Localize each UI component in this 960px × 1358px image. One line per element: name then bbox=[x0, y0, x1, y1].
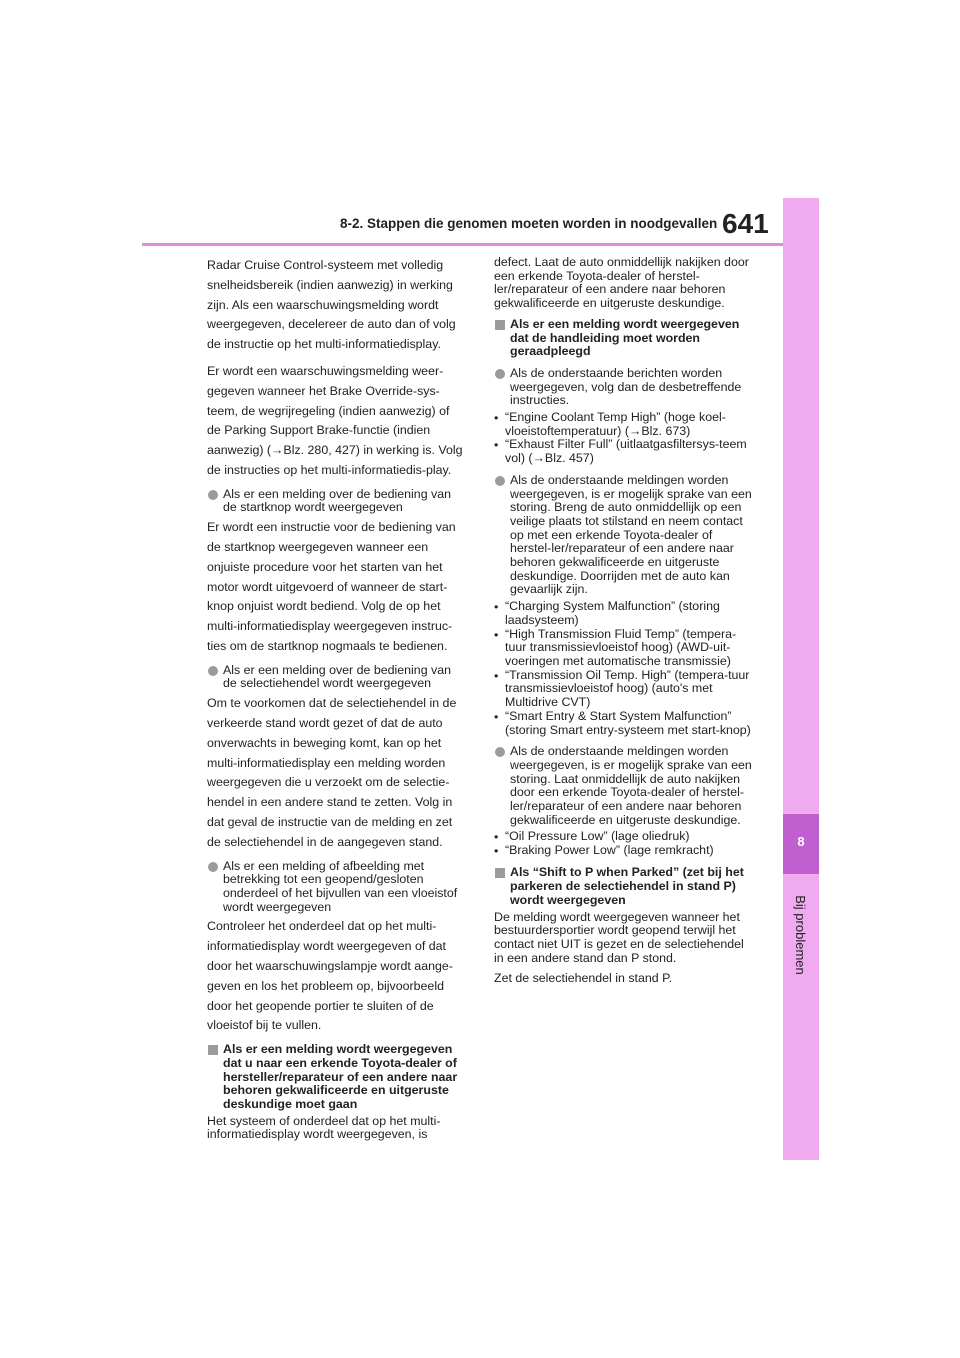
right-column bbox=[494, 256, 752, 993]
section-title: 8-2. Stappen die genomen moeten worden in noodgevallen bbox=[340, 216, 718, 231]
subheading-afbeelding bbox=[207, 860, 465, 915]
circle-bullet-icon bbox=[208, 666, 218, 676]
square-bullet-icon bbox=[208, 1045, 218, 1055]
section-heading-text: Als er een melding wordt weergegeven dat de handleiding moet worden geraadpleegd bbox=[510, 316, 740, 359]
subheading-text: Als de onderstaande berichten worden weergegeven, volg dan de desbetreffende instructies. bbox=[510, 365, 742, 408]
list-item bbox=[494, 600, 752, 627]
intro-paragraph: Radar Cruise Control-systeem met volledig snelheidsbereik (indien aanwezig) in werking zijn. Als een waarschuwingsmelding wordt weergegeven, decelereer de auto dan of volg de instructie op het multi-informatiedisplay. bbox=[207, 258, 456, 352]
square-bullet-icon bbox=[495, 868, 505, 878]
bullet-dot: • bbox=[494, 668, 499, 683]
list-item-text: “Charging System Malfunction” (storing laadsysteem) bbox=[505, 599, 720, 627]
list-item-text: “High Transmission Fluid Temp” (tempera-tuur transmissievloeistof hoog) (AWD-uit-voeringen met automatische transmissie) bbox=[505, 626, 737, 668]
section-heading-text: Als er een melding wordt weergegeven dat u naar een erkende Toyota-dealer of hersteller/reparateur of een andere naar behoren gekwalificeerde en uitgeruste deskundige moet gaan bbox=[223, 1042, 458, 1111]
chapter-side-tab bbox=[783, 198, 819, 1160]
list-item-text: “Engine Coolant Temp High” (hoge koel-vloeistoftemperatuur) (→Blz. 673) bbox=[505, 410, 726, 438]
section-heading-text: Als “Shift to P when Parked” (zet bij het parkeren de selectiehendel in stand P) wordt weergegeven bbox=[510, 865, 744, 907]
list-item bbox=[494, 710, 752, 737]
list-item-text: “Exhaust Filter Full” (uitlaatgasfiltersys-teem vol) (→Blz. 457) bbox=[505, 437, 747, 466]
subheading-text: Als er een melding of afbeelding met betrekking tot een geopend/gesloten onderdeel of het bijvullen van een vloeistof wordt weergegeven bbox=[223, 858, 458, 914]
list-item bbox=[494, 830, 752, 844]
list-item bbox=[494, 844, 752, 858]
subheading-text: Als de onderstaande meldingen worden weergegeven, is er mogelijk sprake van een storing. Laat onmiddellijk de auto nakijken door een erkende Toyota-dealer of herstel-ler/reparateur of een andere naar behoren gekwalificeerde en uitgeruste deskundige. bbox=[510, 744, 752, 827]
body-paragraph: defect. Laat de auto onmiddellijk nakijken door een erkende Toyota-dealer of herstel-ler/reparateur of een andere naar behoren gekwalificeerde en uitgeruste deskundige. bbox=[494, 255, 749, 311]
subheading-startknop bbox=[207, 488, 465, 515]
body-paragraph: Er wordt een instructie voor de bediening van de startknop weergegeven wanneer een onjuiste procedure voor het starten van het motor wordt uitgevoerd of wanneer de start-knop onjuist wordt bediend. Volg de op het multi-informatiedisplay weergegeven instruc-ties om de startknop nogmaals te bedienen. bbox=[207, 520, 456, 653]
message-list bbox=[494, 411, 752, 466]
circle-bullet-icon bbox=[208, 862, 218, 872]
subheading-selectiehendel bbox=[207, 664, 465, 691]
intro-paragraph: Er wordt een waarschuwingsmelding weer-gegeven wanneer het Brake Override-sys-teem, de wegrijregeling (indien aanwezig) of de Parking Support Brake-functie (indien aanwezig) (→Blz. 280, 427) in werking is. Volg de instructies op het multi-informatiedis-play. bbox=[207, 363, 463, 477]
bullet-dot: • bbox=[494, 830, 499, 845]
subheading-text: Als de onderstaande meldingen worden weergegeven, is er mogelijk sprake van een storing. Breng de auto onmiddellijk op een veilige plaats tot stilstand en neem contact op met een erkende Toyota-dealer of herstel-ler/reparateur of een andere naar behoren gekwalificeerde en uitgeruste deskundige. Doorrijden met de auto kan gevaarlijk zijn. bbox=[510, 472, 752, 597]
bullet-dot: • bbox=[494, 844, 499, 859]
body-paragraph: Om te voorkomen dat de selectiehendel in de verkeerde stand wordt gezet of dat de auto onverwachts in beweging komt, kan op het multi-informatiedisplay een melding worden weergegeven die u verzoekt om de selectie-hendel in een andere stand te zetten. Volg in dat geval de instructie van de melding en zet de selectiehendel in de aangegeven stand. bbox=[207, 696, 457, 849]
bullet-dot: • bbox=[494, 709, 499, 724]
circle-bullet-icon bbox=[495, 476, 505, 486]
subheading-text: Als er een melding over de bediening van de selectiehendel wordt weergegeven bbox=[223, 662, 451, 691]
bullet-dot: • bbox=[494, 600, 499, 615]
chapter-label: Bij problemen bbox=[793, 895, 809, 975]
section-heading-shift bbox=[494, 866, 752, 907]
list-item bbox=[494, 669, 752, 710]
list-item bbox=[494, 411, 752, 438]
circle-bullet-icon bbox=[495, 369, 505, 379]
chapter-number: 8 bbox=[797, 834, 805, 849]
page-number: 641 bbox=[722, 208, 769, 239]
list-item-text: “Oil Pressure Low” (lage oliedruk) bbox=[505, 829, 690, 844]
message-list bbox=[494, 600, 752, 737]
header-divider bbox=[142, 243, 790, 246]
body-paragraph: Het systeem of onderdeel dat op het multi-informatiedisplay wordt weergegeven, is bbox=[207, 1113, 441, 1142]
body-paragraph: Controleer het onderdeel dat op het multi-informatiedisplay wordt weergegeven of dat door het waarschuwingslampje wordt aange-geven en los het probleem op, bijvoorbeeld door het geopende portier te sluiten of de vloeistof bij te vullen. bbox=[207, 919, 453, 1033]
subheading-berichten bbox=[494, 367, 752, 408]
circle-bullet-icon bbox=[495, 747, 505, 757]
list-item bbox=[494, 628, 752, 669]
square-bullet-icon bbox=[495, 320, 505, 330]
bullet-dot: • bbox=[494, 627, 499, 642]
bullet-dot: • bbox=[494, 411, 499, 426]
list-item-text: “Transmission Oil Temp. High” (tempera-tuur transmissievloeistof hoog) (auto's met Multidrive CVT) bbox=[505, 667, 750, 710]
subheading-text: Als er een melding over de bediening van de startknop wordt weergegeven bbox=[223, 486, 451, 515]
body-paragraph: De melding wordt weergegeven wanneer het bestuurdersportier wordt geopend terwijl het contact niet UIT is gezet en de selectiehendel in een andere stand dan P stond. bbox=[494, 909, 744, 965]
message-list bbox=[494, 830, 752, 858]
circle-bullet-icon bbox=[208, 490, 218, 500]
body-paragraph: Zet de selectiehendel in stand P. bbox=[494, 971, 673, 986]
section-heading-handleiding bbox=[494, 318, 752, 359]
subheading-storing bbox=[494, 474, 752, 597]
list-item bbox=[494, 438, 752, 465]
section-heading-dealer bbox=[207, 1043, 465, 1112]
subheading-nakijken bbox=[494, 745, 752, 827]
list-item-text: “Braking Power Low” (lage remkracht) bbox=[505, 843, 714, 858]
bullet-dot: • bbox=[494, 438, 499, 453]
left-column bbox=[207, 256, 465, 1149]
list-item-text: “Smart Entry & Start System Malfunction” (storing Smart entry-systeem met start-knop) bbox=[505, 708, 751, 737]
